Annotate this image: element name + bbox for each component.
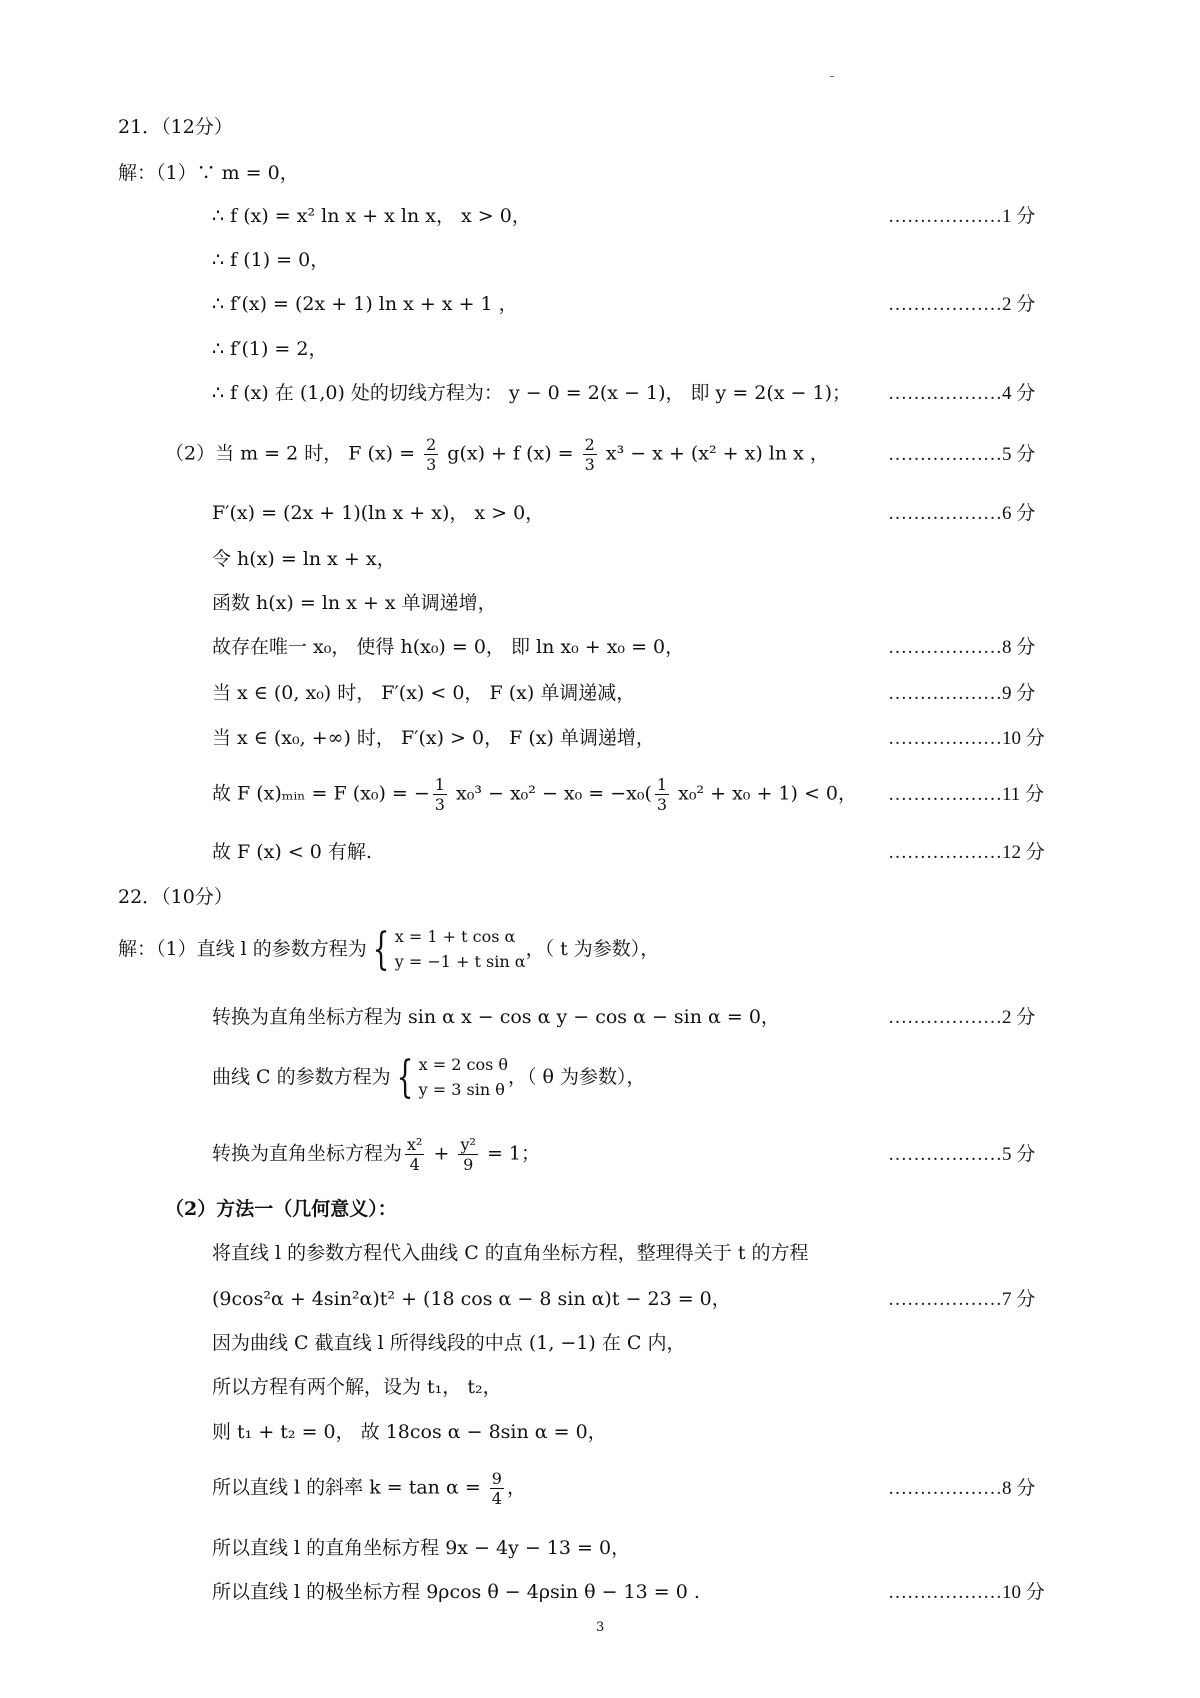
fraction	[458, 1135, 477, 1174]
text-segment: 转换为直角坐标方程为	[212, 1142, 403, 1165]
text-segment: ，（ t 为参数），	[525, 937, 660, 960]
text-line: （2）方法一（几何意义）：	[165, 1198, 397, 1220]
numerator: y²	[460, 1135, 476, 1154]
brace-symbol: {	[372, 923, 390, 975]
score-mark: ………………8 分	[888, 1478, 1036, 1499]
text-segment: 故 F (x)ₘᵢₙ = F (x₀) = −	[212, 782, 430, 805]
score-mark: ………………12 分	[888, 842, 1045, 863]
scan-mark	[830, 76, 834, 77]
text-line: 故存在唯一 x₀， 使得 h(x₀) = 0， 即 ln x₀ + x₀ = 0，	[212, 636, 685, 658]
text-line: F′(x) = (2x + 1)(ln x + x)， x > 0，	[212, 502, 545, 524]
score-mark: ………………10 分	[888, 1582, 1045, 1603]
score-mark: ………………6 分	[888, 503, 1036, 524]
text-line: 解：（1）∵ m = 0，	[118, 162, 299, 184]
text-line: 将直线 l 的参数方程代入曲线 C 的直角坐标方程，整理得关于 t 的方程	[212, 1242, 809, 1264]
text-line: ∴ f′(1) = 2，	[212, 338, 328, 360]
score-mark: ………………8 分	[888, 637, 1036, 658]
line-minimum-value	[212, 775, 857, 814]
denominator: 3	[656, 795, 668, 815]
brace-symbol: {	[396, 1051, 414, 1103]
text-line: 22．（10分）	[118, 886, 233, 908]
text-line: 所以方程有两个解，设为 t₁， t₂，	[212, 1376, 502, 1398]
score-mark: ………………2 分	[888, 294, 1036, 315]
line-part2-definition	[165, 435, 829, 474]
text-segment: 曲线 C 的参数方程为	[212, 1065, 391, 1088]
score-mark: ………………4 分	[888, 383, 1036, 404]
score-mark: ………………11 分	[888, 784, 1045, 805]
fraction	[490, 1469, 504, 1508]
fraction	[405, 1135, 424, 1174]
text-line: 因为曲线 C 截直线 l 所得线段的中点 (1, −1) 在 C 内，	[212, 1332, 686, 1354]
text-line: 则 t₁ + t₂ = 0， 故 18cos α − 8sin α = 0，	[212, 1421, 607, 1443]
fraction	[433, 775, 447, 814]
page-number: 3	[596, 1620, 605, 1635]
denominator: 9	[463, 1155, 474, 1175]
text-line: 当 x ∈ (x₀, +∞) 时， F′(x) > 0， F (x) 单调递增，	[212, 727, 655, 749]
denominator: 3	[434, 795, 445, 815]
text-line: 转换为直角坐标方程为 sin α x − cos α y − cos α − sin α = 0，	[212, 1006, 780, 1028]
denominator: 4	[491, 1489, 502, 1509]
text-segment: = 1；	[480, 1142, 540, 1165]
score-mark: ………………10 分	[888, 728, 1045, 749]
text-segment: x³ − x + (x² + x) ln x ，	[599, 442, 829, 465]
numerator: 2	[426, 435, 437, 454]
fraction	[655, 775, 669, 814]
text-segment: ，（ θ 为参数），	[508, 1065, 646, 1088]
text-line: ∴ f (x) 在 (1,0) 处的切线方程为： y − 0 = 2(x − 1)， 即 y = 2(x − 1)；	[212, 382, 852, 404]
text-segment: x₀³ − x₀² − x₀ = −x₀(	[449, 782, 652, 805]
numerator: 9	[491, 1469, 502, 1488]
text-segment: ，	[506, 1476, 526, 1499]
system-row: y = −1 + t sin α	[394, 951, 526, 971]
text-line: 故 F (x) < 0 有解.	[212, 841, 372, 863]
text-segment: x₀² + x₀ + 1) < 0，	[672, 782, 858, 805]
text-segment: g(x) + f (x) =	[441, 442, 580, 465]
equation-system	[419, 1053, 508, 1103]
text-line: 函数 h(x) = ln x + x 单调递增，	[212, 592, 497, 614]
numerator: 1	[656, 775, 668, 794]
score-mark: ………………7 分	[888, 1289, 1036, 1310]
denominator: 3	[584, 455, 595, 475]
text-segment: +	[427, 1142, 456, 1165]
line-curve-cartesian	[212, 1135, 540, 1174]
text-line: ∴ f (x) = x² ln x + x ln x， x > 0，	[212, 205, 531, 227]
score-mark: ………………5 分	[888, 1144, 1036, 1165]
text-line: (9cos²α + 4sin²α)t² + (18 cos α − 8 sin α)t − 23 = 0，	[212, 1288, 731, 1310]
numerator: x²	[407, 1135, 423, 1154]
denominator: 4	[409, 1155, 420, 1175]
numerator: 2	[584, 435, 595, 454]
denominator: 3	[426, 455, 437, 475]
line-line-parametric	[118, 925, 659, 975]
fraction	[424, 435, 438, 474]
system-row: x = 2 cos θ	[418, 1055, 509, 1074]
text-line: ∴ f (1) = 0，	[212, 249, 330, 271]
equation-system	[395, 925, 526, 975]
text-line: 21．（12分）	[118, 116, 233, 138]
text-segment: （2）当 m = 2 时， F (x) =	[165, 442, 422, 465]
score-mark: ………………2 分	[888, 1007, 1036, 1028]
score-mark: ………………1 分	[888, 206, 1036, 227]
score-mark: ………………9 分	[888, 683, 1036, 704]
line-slope	[212, 1469, 526, 1508]
line-curve-parametric	[212, 1053, 646, 1103]
text-segment: 解：（1）直线 l 的参数方程为	[118, 937, 367, 960]
text-line: 令 h(x) = ln x + x，	[212, 548, 396, 570]
text-line: 所以直线 l 的极坐标方程 9ρcos θ − 4ρsin θ − 13 = 0 .	[212, 1581, 700, 1603]
text-line: 当 x ∈ (0, x₀) 时， F′(x) < 0， F (x) 单调递减，	[212, 682, 636, 704]
score-mark: ………………5 分	[888, 444, 1036, 465]
text-segment: 所以直线 l 的斜率 k = tan α =	[212, 1476, 487, 1499]
system-row: x = 1 + t cos α	[394, 927, 516, 946]
system-row: y = 3 sin θ	[418, 1079, 505, 1099]
text-line: 所以直线 l 的直角坐标方程 9x − 4y − 13 = 0，	[212, 1537, 631, 1559]
fraction	[583, 435, 597, 474]
text-line: ∴ f′(x) = (2x + 1) ln x + x + 1 ，	[212, 293, 518, 315]
numerator: 1	[434, 775, 445, 794]
